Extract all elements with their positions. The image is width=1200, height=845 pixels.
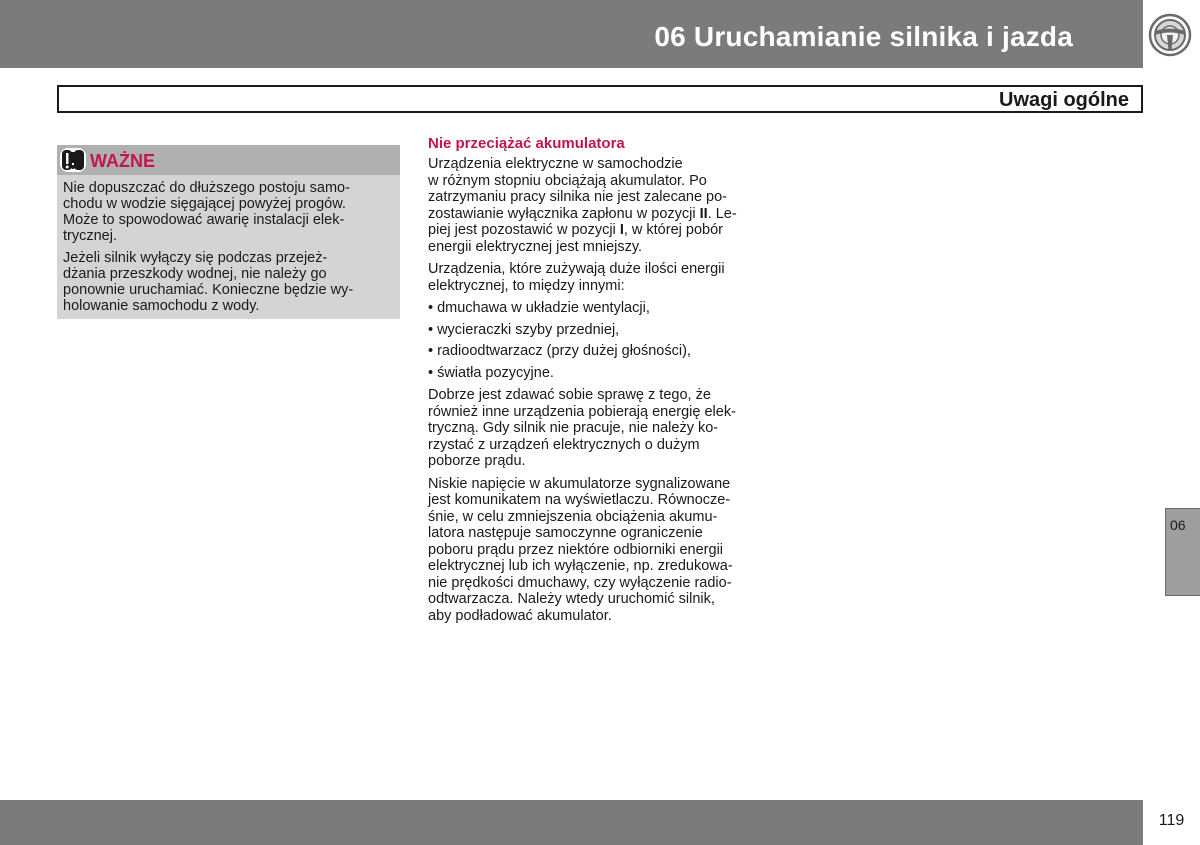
text-line: poboru prądu przez niektóre odbiorniki energii bbox=[428, 541, 724, 558]
text-line: elektrycznej, to między innymi: bbox=[428, 277, 625, 294]
warning-label: WAŻNE bbox=[90, 151, 155, 171]
text-line: Może to spowodować awarię instalacji elek- bbox=[63, 212, 345, 228]
text-line: zatrzymaniu pracy silnika nie jest zalecane po- bbox=[428, 189, 727, 205]
text-line: aby podładować akumulator. bbox=[428, 607, 612, 624]
exclamation-book-icon bbox=[59, 147, 87, 173]
text-line: śnie, w celu zmniejszenia obciążenia akumu- bbox=[428, 508, 718, 525]
text-line: Dobrze jest zdawać sobie sprawę z tego, że bbox=[428, 387, 711, 403]
text-line: jest komunikatem na wyświetlaczu. Równocze- bbox=[428, 492, 731, 508]
text-line: również inne urządzenia pobierają energię elek- bbox=[428, 403, 736, 420]
ignition-position-one: I bbox=[619, 222, 624, 238]
text-line: piej jest pozostawić w pozycji bbox=[428, 222, 620, 238]
list-item bbox=[428, 300, 773, 317]
article-paragraph-3 bbox=[428, 387, 773, 470]
warning-body bbox=[63, 180, 393, 320]
article bbox=[428, 135, 773, 630]
page-number: 119 bbox=[1158, 812, 1185, 829]
side-tab-label: 06 bbox=[1170, 517, 1186, 533]
text-line: Jeżeli silnik wyłączy się podczas przejeż- bbox=[63, 250, 328, 266]
text-line: latora następuje samoczynne ograniczenie bbox=[428, 525, 703, 541]
text-line: ponownie uruchamiać. Konieczne będzie wy- bbox=[63, 282, 354, 298]
article-title: Nie przeciążać akumulatora bbox=[428, 135, 625, 152]
text-line: rzystać z urządzeń elektrycznych o dużym bbox=[428, 436, 700, 453]
section-title: Uwagi ogólne bbox=[999, 89, 1129, 111]
bullet: • bbox=[428, 364, 434, 381]
list-item bbox=[428, 365, 773, 382]
text-line: dżania przeszkody wodnej, nie należy go bbox=[63, 266, 327, 282]
list-item bbox=[428, 343, 773, 360]
bullet: • bbox=[428, 300, 434, 316]
list-item-text: światła pozycyjne. bbox=[437, 364, 554, 381]
text-line: energii elektrycznej jest mniejszy. bbox=[428, 238, 643, 255]
text-line: w różnym stopniu obciążają akumulator. Po bbox=[428, 172, 707, 189]
text-line: poborze prądu. bbox=[428, 453, 526, 469]
text-line: elektrycznej lub ich wyłączenie, np. zredukowa- bbox=[428, 558, 733, 574]
chapter-side-tab bbox=[1165, 508, 1200, 596]
text-line: Urządzenia, które zużywają duże ilości energii bbox=[428, 261, 725, 277]
text-line: odtwarzacza. Należy wtedy uruchomić silnik, bbox=[428, 591, 715, 607]
text-line: , w której pobór bbox=[623, 222, 723, 238]
device-list bbox=[428, 300, 773, 381]
list-item-text: dmuchawa w układzie wentylacji, bbox=[437, 300, 650, 316]
bullet: • bbox=[428, 343, 434, 359]
ignition-position-two: II bbox=[699, 205, 708, 222]
text-line: Niskie napięcie w akumulatorze sygnalizowane bbox=[428, 475, 731, 492]
text-line: . Le- bbox=[707, 205, 737, 222]
text-line: Nie dopuszczać do dłuższego postoju samo- bbox=[63, 180, 350, 196]
text-line: chodu w wodzie sięgającej powyżej progów. bbox=[63, 196, 346, 212]
bullet: • bbox=[428, 321, 434, 338]
section-header bbox=[57, 85, 1143, 113]
text-line: holowanie samochodu z wody. bbox=[63, 298, 260, 314]
header-bar bbox=[0, 0, 1143, 68]
text-line: trycznej. bbox=[63, 228, 117, 244]
article-paragraph-2 bbox=[428, 261, 773, 294]
text-line: tryczną. Gdy silnik nie pracuje, nie należy ko- bbox=[428, 420, 719, 436]
list-item bbox=[428, 322, 773, 339]
footer-bar bbox=[0, 800, 1143, 845]
warning-box bbox=[57, 145, 400, 319]
warning-paragraph-2 bbox=[63, 250, 393, 314]
chapter-title: 06 Uruchamianie silnika i jazda bbox=[654, 21, 1073, 52]
list-item-text: radioodtwarzacz (przy dużej głośności), bbox=[437, 343, 691, 359]
article-paragraph-4 bbox=[428, 476, 773, 625]
warning-paragraph-1 bbox=[63, 180, 393, 244]
list-item-text: wycieraczki szyby przedniej, bbox=[437, 321, 620, 338]
steering-wheel-icon bbox=[1148, 13, 1192, 57]
article-paragraph-1 bbox=[428, 156, 773, 255]
warning-header bbox=[57, 145, 400, 175]
text-line: nie prędkości dmuchawy, czy wyłączenie radio- bbox=[428, 574, 732, 591]
logo-box bbox=[1143, 0, 1200, 68]
text-line: Urządzenia elektryczne w samochodzie bbox=[428, 156, 683, 172]
text-line: zostawianie wyłącznika zapłonu w pozycji bbox=[428, 205, 700, 222]
